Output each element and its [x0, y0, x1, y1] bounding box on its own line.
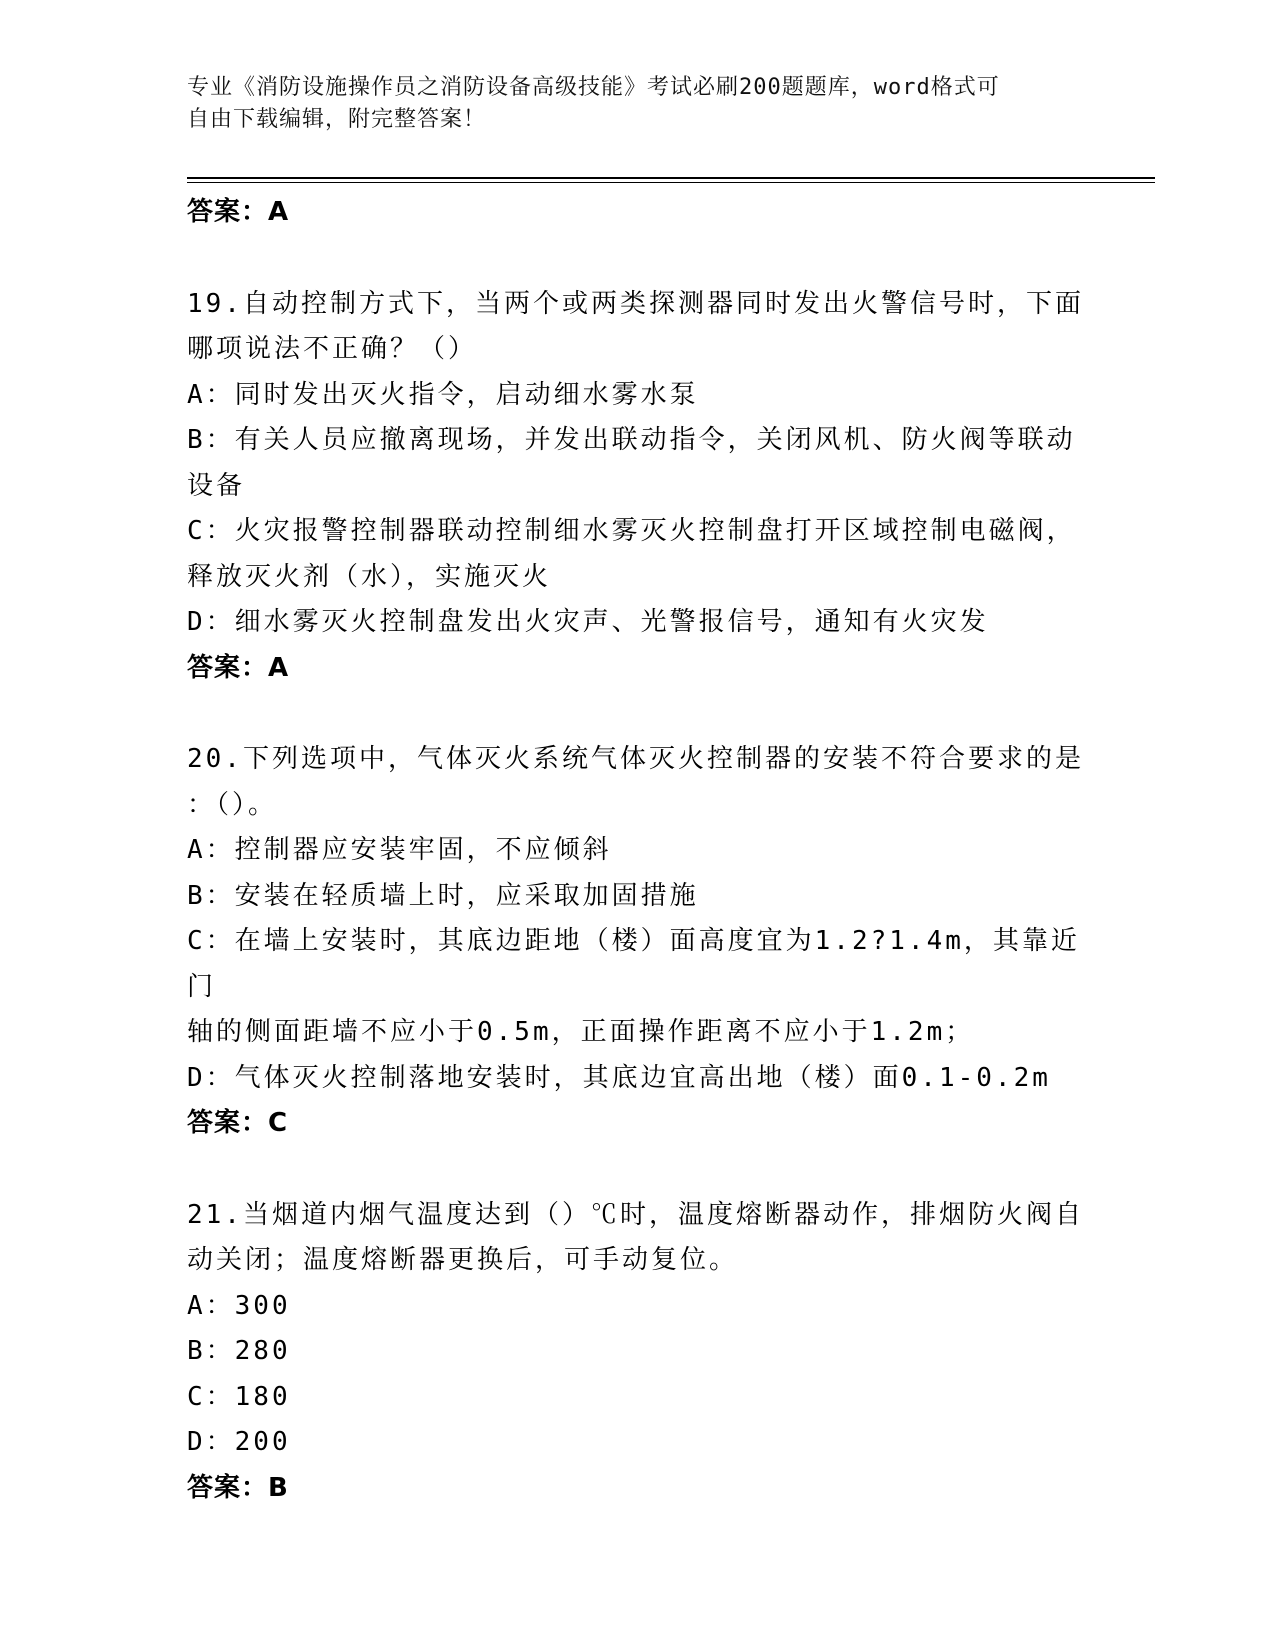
option-a: A：控制器应安装牢固，不应倾斜: [187, 835, 612, 865]
question-list: [187, 190, 1087, 1511]
option-c-cont: 释放灭火剂（水），实施灭火: [187, 561, 552, 592]
option-d: D：200: [187, 1427, 291, 1457]
header-line-2: 自由下载编辑，附完整答案！: [187, 107, 487, 132]
document-header: [187, 72, 1067, 136]
spacer: [187, 236, 1087, 282]
question-21: [187, 1193, 1087, 1512]
option-b: B：安装在轻质墙上时，应采取加固措施: [187, 880, 699, 911]
option-c: C：180: [187, 1381, 291, 1412]
answer: 答案：C: [187, 1108, 289, 1138]
question-stem-line: 21.当烟道内烟气温度达到（）℃时，温度熔断器动作，排烟防火阀自: [187, 1199, 1084, 1230]
spacer: [187, 691, 1087, 737]
answer: 答案：B: [187, 1472, 289, 1503]
previous-answer: 答案：A: [187, 197, 290, 227]
option-b: B：有关人员应撤离现场，并发出联动指令，关闭风机、防火阀等联动: [187, 425, 1076, 455]
header-line-1: 专业《消防设施操作员之消防设备高级技能》考试必刷200题题库，word格式可: [187, 75, 1000, 100]
question-stem-line: ：（）。: [187, 789, 278, 820]
option-c-cont: 轴的侧面距墙不应小于0.5m，正面操作距离不应小于1.2m；: [187, 1017, 975, 1047]
spacer: [187, 1147, 1087, 1193]
option-d: D：气体灭火控制落地安装时，其底边宜高出地（楼）面0.1-0.2m: [187, 1062, 1051, 1093]
question-20: [187, 737, 1087, 1147]
answer: 答案：A: [187, 652, 290, 683]
question-stem-line: 19.自动控制方式下，当两个或两类探测器同时发出火警信号时，下面: [187, 288, 1084, 319]
option-a: A：300: [187, 1290, 291, 1321]
option-c: C：火灾报警控制器联动控制细水雾灭火控制盘打开区域控制电磁阀，: [187, 516, 1076, 546]
question-stem-line: 动关闭；温度熔断器更换后，可手动复位。: [187, 1245, 739, 1275]
option-b: B：280: [187, 1336, 291, 1366]
header-rule-thin: [187, 182, 1155, 183]
option-c: C：在墙上安装时，其底边距地（楼）面高度宜为1.2?1.4m，其靠近门: [187, 926, 1080, 1002]
question-stem-line: 20.下列选项中，气体灭火系统气体灭火控制器的安装不符合要求的是: [187, 744, 1084, 774]
option-d: D：细水雾灭火控制盘发出火灾声、光警报信号，通知有火灾发: [187, 607, 989, 637]
question-19: [187, 282, 1087, 692]
option-b-cont: 设备: [187, 470, 246, 501]
option-a: A：同时发出灭火指令，启动细水雾水泵: [187, 379, 699, 410]
question-stem-line: 哪项说法不正确？（）: [187, 334, 478, 364]
header-rule-thick: [187, 177, 1155, 179]
